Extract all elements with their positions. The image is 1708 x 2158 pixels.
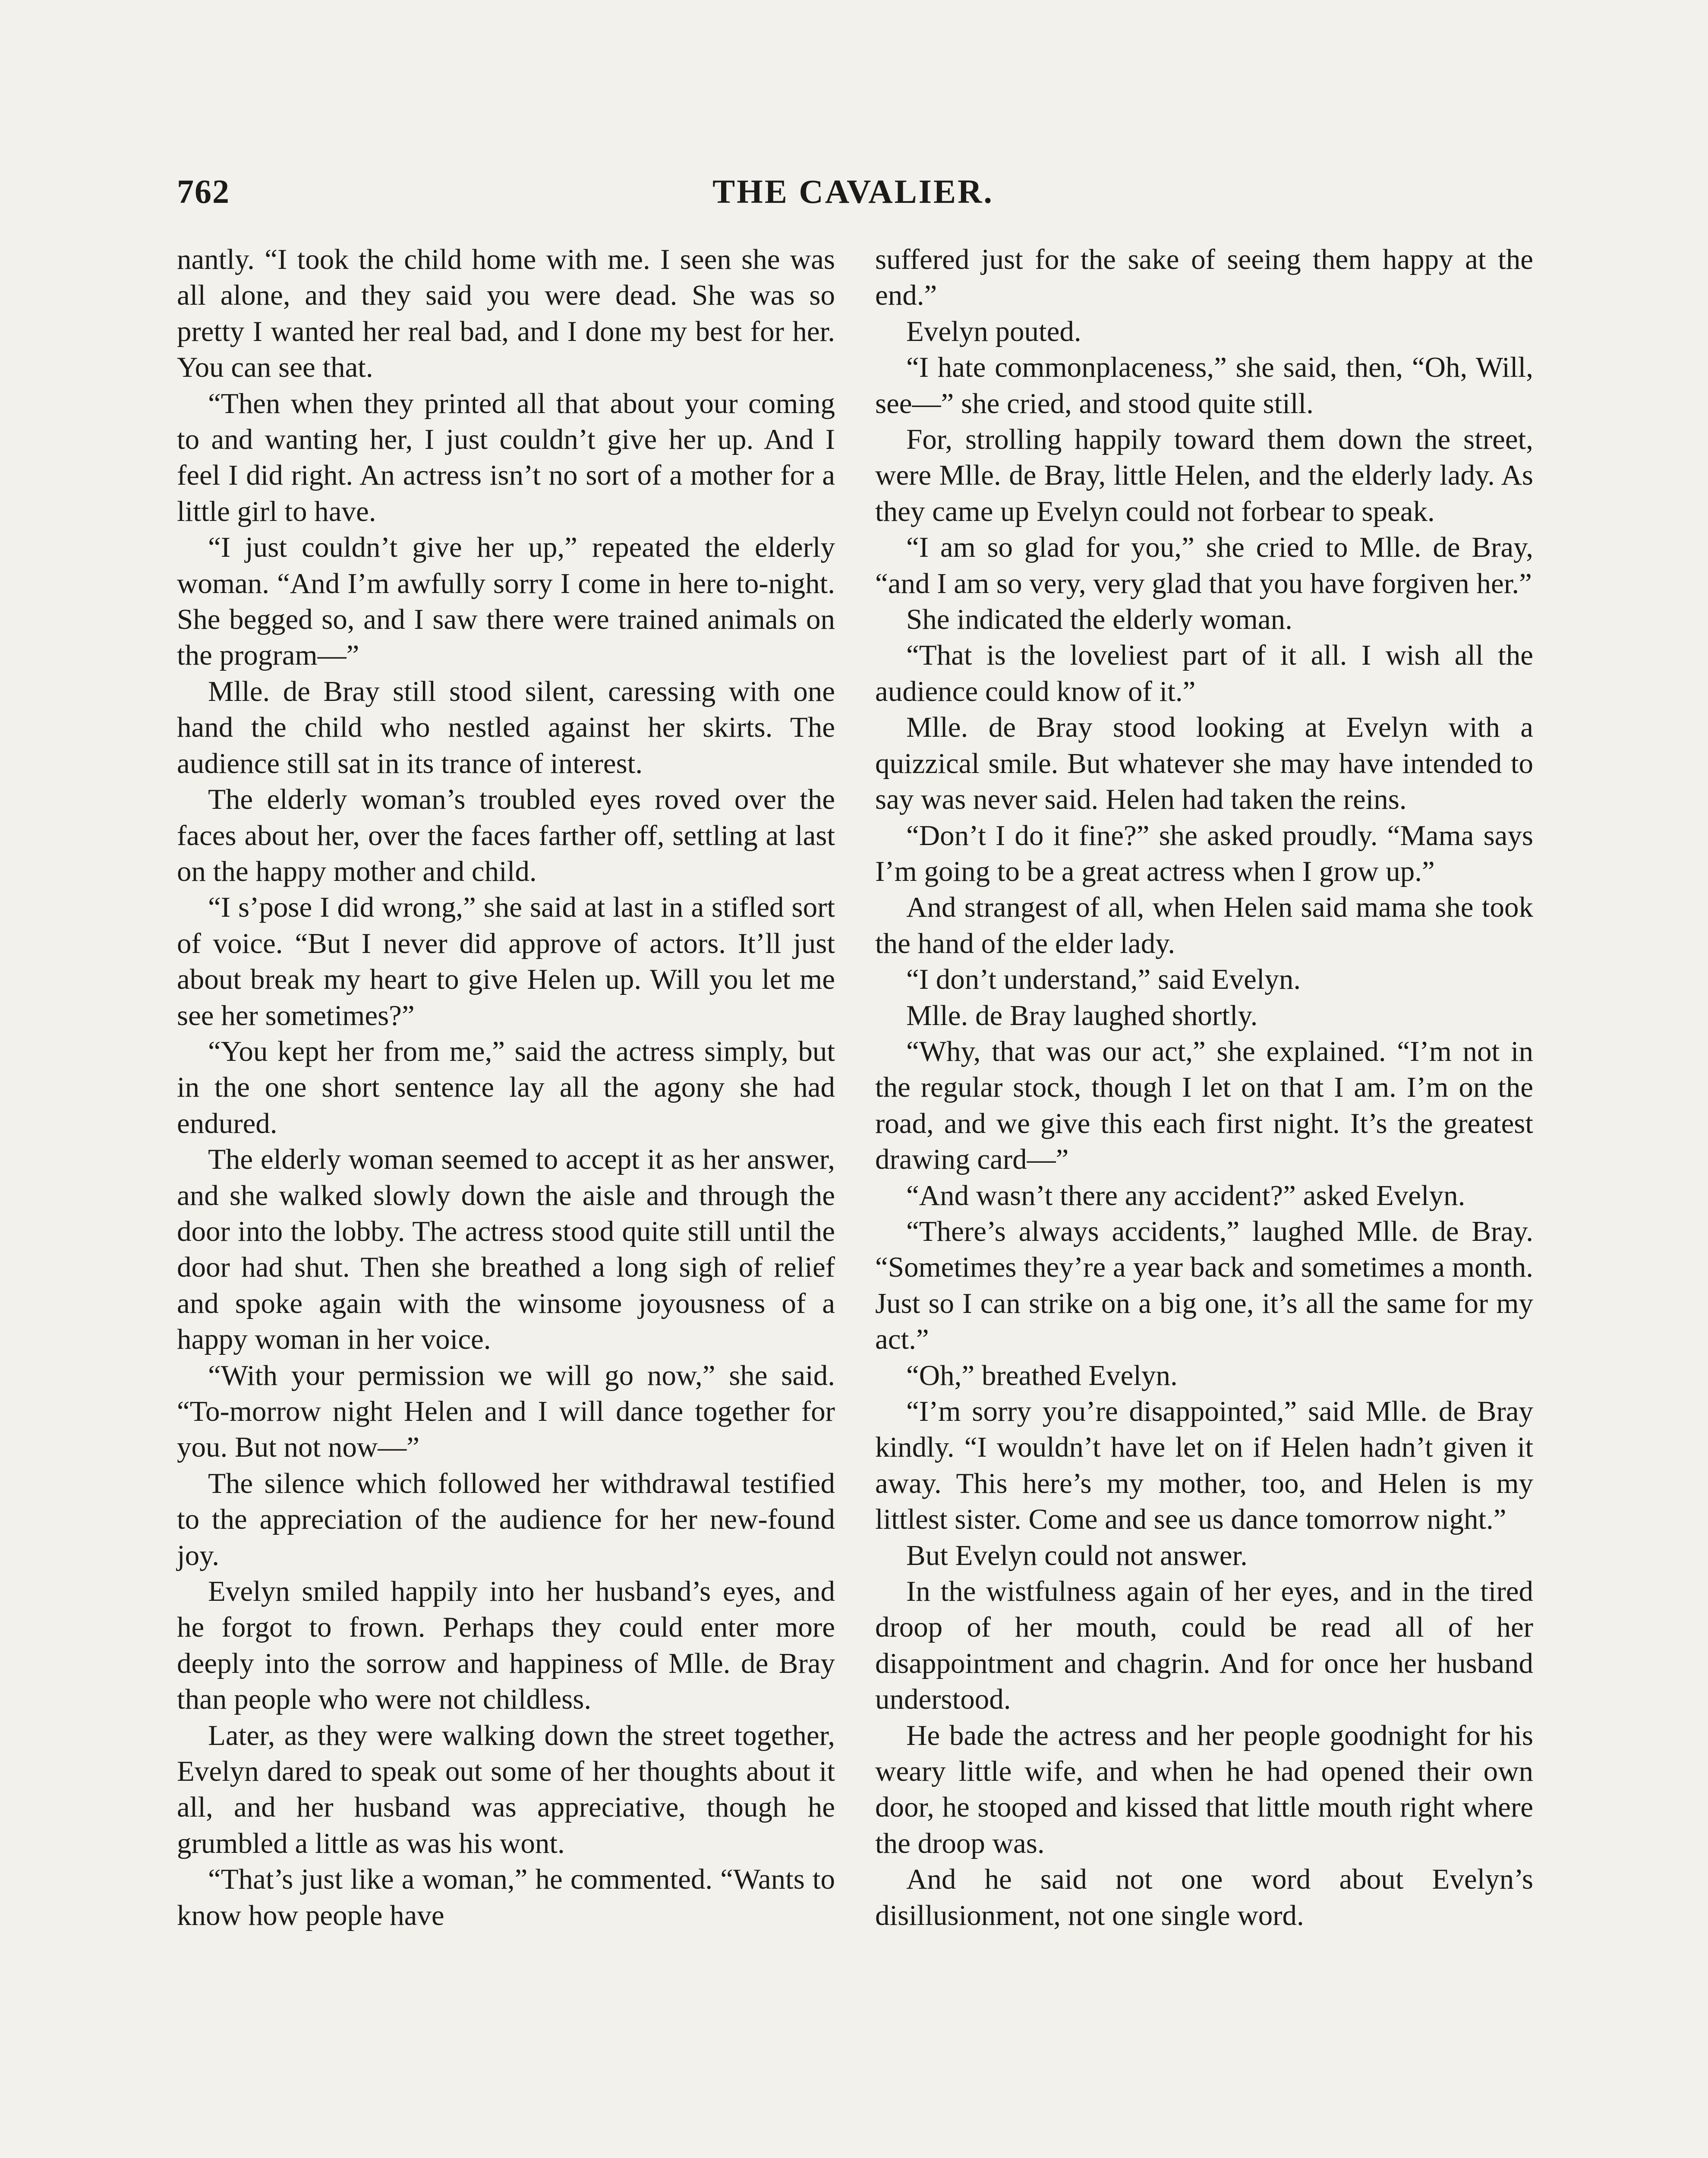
left-text-column	[177, 242, 835, 1934]
paragraph: “I’m sorry you’re disappointed,” said Mlle. de Bray kindly. “I wouldn’t have let on if Helen hadn’t given it away. This here’s my mother, too, and Helen is my littlest sister. Come and see us dance tomorrow night.”	[875, 1395, 1533, 1536]
paragraph: In the wistfulness again of her eyes, and in the tired droop of her mouth, could be read all of her disappointment and chagrin. And for once her husband understood.	[875, 1575, 1533, 1716]
running-title: THE CAVALIER.	[712, 173, 994, 210]
paragraph: “And wasn’t there any accident?” asked Evelyn.	[906, 1179, 1465, 1212]
paragraph: “Don’t I do it fine?” she asked proudly. “Mama says I’m going to be a great actress when I grow up.”	[875, 819, 1533, 887]
paragraph: And strangest of all, when Helen said mama she took the hand of the elder lady.	[875, 891, 1533, 959]
paragraph: Later, as they were walking down the street together, Evelyn dared to speak out some of her thoughts about it all, and her husband was appreciative, though he grumbled a little as was his wont.	[177, 1719, 835, 1859]
right-text-column	[875, 242, 1533, 1934]
paragraph: The elderly woman’s troubled eyes roved over the faces about her, over the faces farther off, settling at last on the happy mother and child.	[177, 783, 835, 887]
paragraph: Mlle. de Bray stood looking at Evelyn with a quizzical smile. But whatever she may have intended to say was never said. Helen had taken the reins.	[875, 711, 1533, 816]
paragraph: Mlle. de Bray still stood silent, caressing with one hand the child who nestled against her skirts. The audience still sat in its trance of interest.	[177, 675, 835, 779]
paragraph: suffered just for the sake of seeing them happy at the end.”	[875, 243, 1533, 312]
page-header	[177, 166, 1529, 218]
paragraph: And he said not one word about Evelyn’s disillusionment, not one single word.	[875, 1863, 1533, 1931]
paragraph: The silence which followed her withdrawal testified to the appreciation of the audience for her new-found joy.	[177, 1467, 835, 1571]
paragraph: “I am so glad for you,” she cried to Mlle. de Bray, “and I am so very, very glad that you have forgiven her.”	[875, 531, 1533, 599]
paragraph: “You kept her from me,” said the actress simply, but in the one short sentence lay all the agony she had endured.	[177, 1035, 835, 1139]
paragraph: For, strolling happily toward them down the street, were Mlle. de Bray, little Helen, and the elderly lady. As they came up Evelyn could not forbear to speak.	[875, 423, 1533, 527]
paragraph: “Then when they printed all that about your coming to and wanting her, I just couldn’t give her up. And I feel I did right. An actress isn’t no sort of a mother for a little girl to have.	[177, 387, 835, 527]
paragraph: “I just couldn’t give her up,” repeated the elderly woman. “And I’m awfully sorry I come in here to-night. She begged so, and I saw there were trained animals on the program—”	[177, 531, 835, 672]
paragraph: “That is the loveliest part of it all. I wish all the audience could know of it.”	[875, 639, 1533, 707]
paragraph: She indicated the elderly woman.	[906, 603, 1292, 636]
paragraph: “That’s just like a woman,” he commented. “Wants to know how people have	[177, 1863, 835, 1931]
paragraph: “Why, that was our act,” she explained. “I’m not in the regular stock, though I let on that I am. I’m on the road, and we give this each first night. It’s the greatest drawing card—”	[875, 1035, 1533, 1176]
paragraph: “I s’pose I did wrong,” she said at last in a stifled sort of voice. “But I never did approve of actors. It’ll just about break my heart to give Helen up. Will you let me see her sometimes?”	[177, 891, 835, 1032]
paragraph: Evelyn smiled happily into her husband’s eyes, and he forgot to frown. Perhaps they could enter more deeply into the sorrow and happiness of Mlle. de Bray than people who were not childless.	[177, 1575, 835, 1716]
paragraph: “I don’t understand,” said Evelyn.	[906, 963, 1301, 996]
paragraph: Mlle. de Bray laughed shortly.	[906, 999, 1258, 1032]
paragraph: “With your permission we will go now,” she said. “To-morrow night Helen and I will dance together for you. But not now—”	[177, 1359, 835, 1464]
paragraph: He bade the actress and her people goodnight for his weary little wife, and when he had opened their own door, he stooped and kissed that little mouth right where the droop was.	[875, 1719, 1533, 1859]
paragraph: The elderly woman seemed to accept it as her answer, and she walked slowly down the aisle and through the door into the lobby. The actress stood quite still until the door had shut. Then she breathed a long sigh of relief and spoke again with the winsome joyousness of a happy woman in her voice.	[177, 1143, 835, 1356]
paragraph: “There’s always accidents,” laughed Mlle. de Bray. “Sometimes they’re a year back and sometimes a month. Just so I can strike on a big one, it’s all the same for my act.”	[875, 1215, 1533, 1356]
paragraph: nantly. “I took the child home with me. I seen she was all alone, and they said you were dead. She was so pretty I wanted her real bad, and I done my best for her. You can see that.	[177, 243, 835, 384]
paragraph: But Evelyn could not answer.	[906, 1539, 1248, 1571]
page-number: 762	[177, 173, 230, 210]
paragraph: “Oh,” breathed Evelyn.	[906, 1359, 1178, 1391]
paragraph: Evelyn pouted.	[906, 315, 1081, 347]
paragraph: “I hate commonplaceness,” she said, then, “Oh, Will, see—” she cried, and stood quite still.	[875, 351, 1533, 420]
